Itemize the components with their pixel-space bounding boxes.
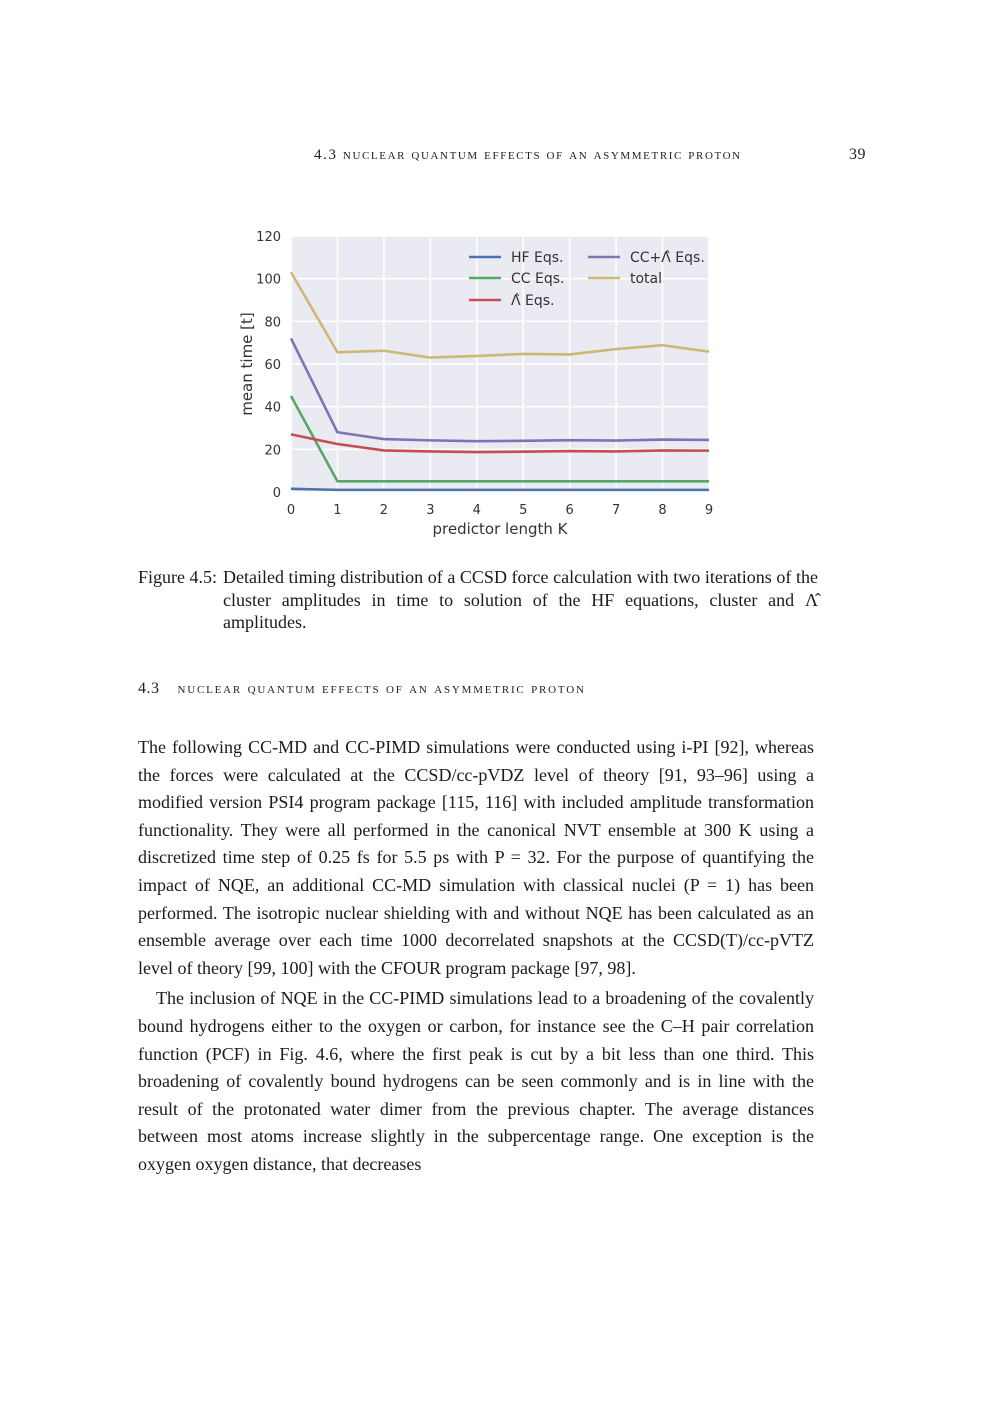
- x-tick-label: 6: [565, 503, 574, 518]
- x-tick-label: 9: [704, 503, 714, 518]
- paragraph: The following CC-MD and CC-PIMD simulations were conducted using i-PI [92], whereas the forces were calculated at the CCSD/cc-pVDZ level of theory [91, 93–96] using a modified version PSI4 program package [115, 116] with included amplitude transformation functionality. They were all performed in the canonical NVT ensemble at 300 K using a discretized time step of 0.25 fs for 5.5 ps with P = 32. For the purpose of quantifying the impact of NQE, an additional CC-MD simulation with classical nuclei (P = 1) has been performed. The isotropic nuclear shielding with and without NQE has been calculated as an ensemble average over each time 1000 decorrelated snapshots at the CCSD(T)/cc-pVTZ level of theory [99, 100] with the CFOUR program package [97, 98].: [138, 737, 814, 978]
- section-title: nuclear quantum effects of an asymmetric proton: [177, 681, 586, 697]
- legend-label: total: [630, 271, 663, 287]
- x-tick-label: 8: [658, 503, 667, 518]
- y-tick-label: 100: [256, 272, 281, 288]
- section-heading: [138, 680, 818, 698]
- timing-chart: [230, 222, 730, 544]
- y-tick-label: 20: [264, 443, 281, 459]
- y-tick-label: 120: [256, 230, 281, 245]
- x-tick-label: 7: [611, 503, 621, 518]
- running-title: 4.3 nuclear quantum effects of an asymmetric proton: [314, 147, 742, 163]
- body-text: [138, 734, 814, 1182]
- x-tick-label: 2: [379, 503, 389, 518]
- section-number: 4.3: [138, 680, 160, 697]
- y-tick-label: 0: [272, 486, 281, 501]
- x-tick-label: 3: [426, 503, 435, 518]
- paragraph: The inclusion of NQE in the CC-PIMD simulations lead to a broadening of the covalently bound hydrogens either to the oxygen or carbon, for instance see the C–H pair correlation function (PCF) in Fig. 4.6, where the first peak is cut by a bit less than one third. This broadening of covalently bound hydrogens can be seen commonly and is in line with the result of the protonated water dimer from the previous chapter. The average distances between most atoms increase slightly in the subpercentage range. One exception is the oxygen oxygen distance, that decreases: [138, 988, 814, 1174]
- series-line: [291, 489, 709, 490]
- x-tick-label: 4: [472, 503, 481, 518]
- y-tick-label: 60: [264, 358, 281, 373]
- running-head: [314, 146, 866, 164]
- legend-label: HF Eqs.: [511, 250, 564, 266]
- legend-label: CC+Λ̂ Eqs.: [630, 250, 705, 266]
- x-axis-label: predictor length K: [432, 520, 568, 538]
- y-tick-label: 80: [264, 315, 281, 331]
- legend-label: Λ̂ Eqs.: [511, 293, 555, 309]
- figure-label: Figure 4.5:: [138, 567, 217, 587]
- x-tick-label: 0: [286, 503, 296, 518]
- x-tick-label: 1: [333, 503, 342, 518]
- page-number: 39: [849, 146, 866, 163]
- y-tick-label: 40: [264, 400, 281, 416]
- x-tick-label: 5: [519, 503, 528, 518]
- figure-caption: [138, 566, 818, 634]
- legend-label: CC Eqs.: [511, 271, 565, 287]
- figure-caption-text: Detailed timing distribution of a CCSD force calculation with two iterations of the cluster amplitudes in time to solution of the HF equations, cluster and Λ̂ amplitudes.: [223, 567, 818, 632]
- y-axis-label: mean time [t]: [238, 312, 256, 416]
